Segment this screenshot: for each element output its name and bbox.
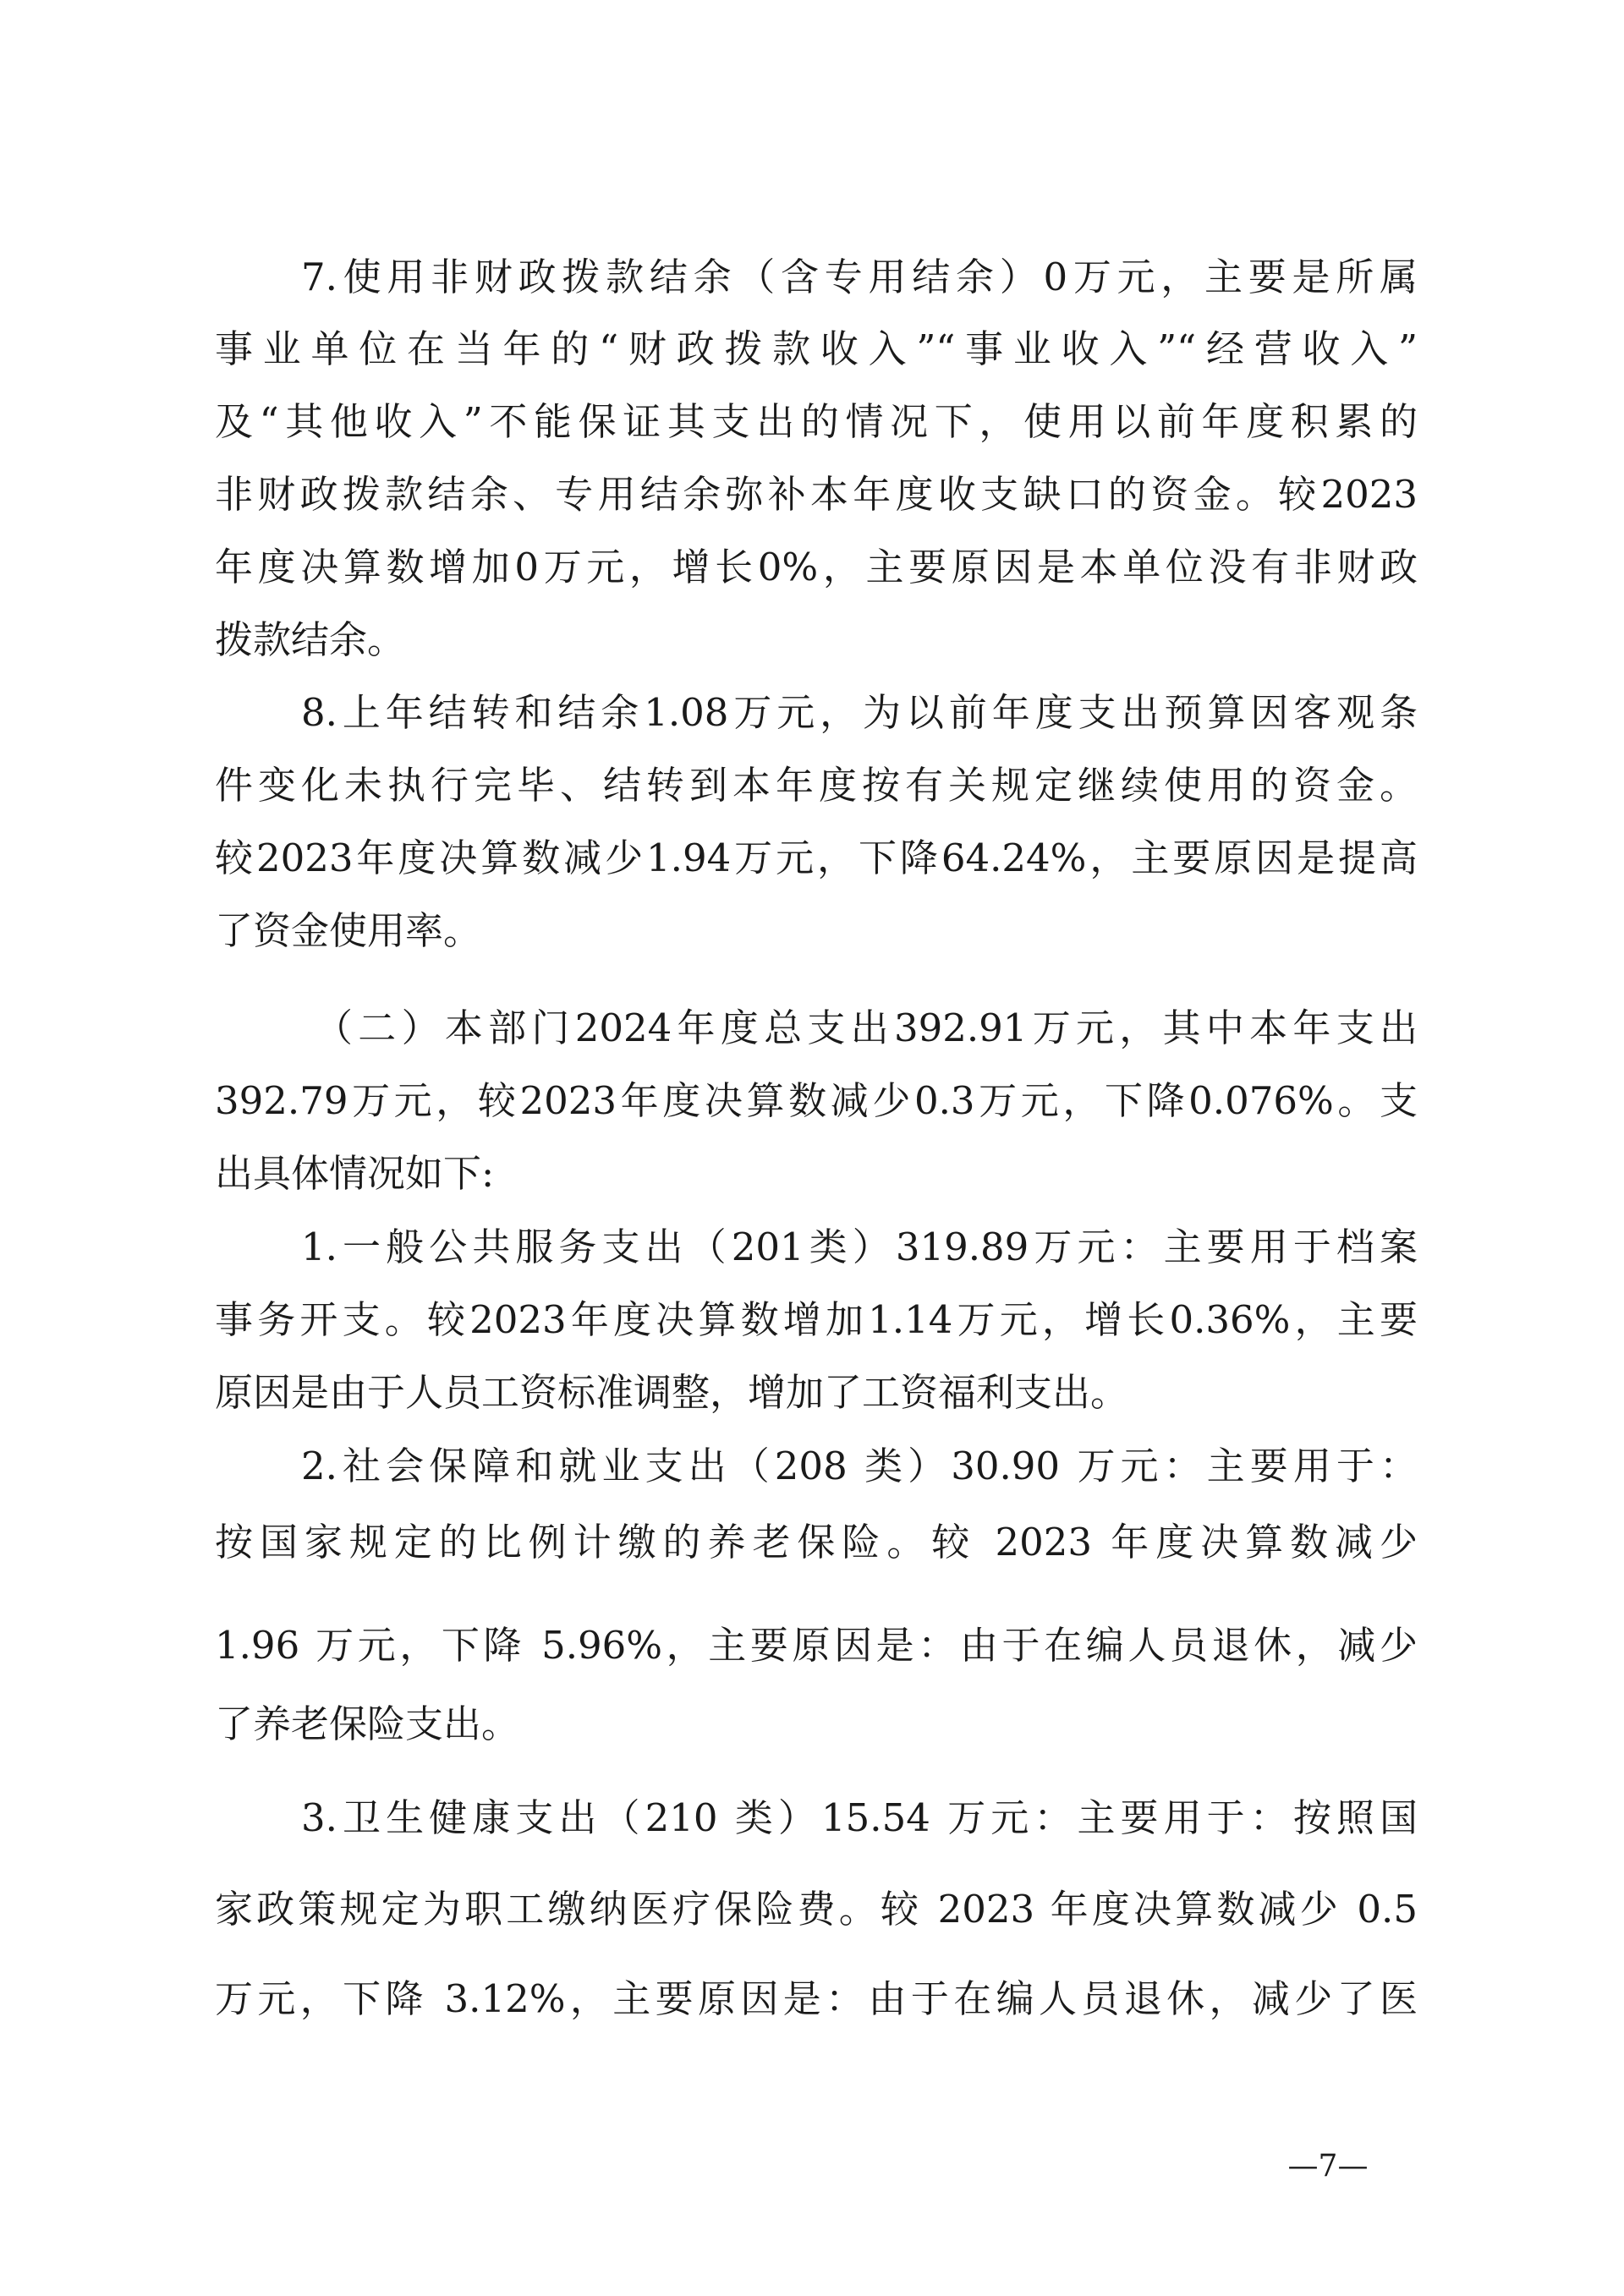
item-3-line-3: 万元，下降 3.12%，主要原因是：由于在编人员退休，减少了医 — [215, 1976, 1418, 2021]
total-expenditure-line-1: （二）本部门2024年度总支出392.91万元，其中本年支出 — [315, 1006, 1418, 1050]
paragraph-7-line-3: 及“其他收入”不能保证其支出的情况下，使用以前年度积累的 — [215, 399, 1418, 444]
page-number: —7— — [1287, 2149, 1369, 2184]
paragraph-8-line-1: 8.上年结转和结余1.08万元，为以前年度支出预算因客观条 — [301, 690, 1418, 735]
item-3-line-2: 家政策规定为职工缴纳医疗保险费。较 2023 年度决算数减少 0.5 — [215, 1887, 1418, 1932]
item-2-line-3: 1.96 万元，下降 5.96%，主要原因是：由于在编人员退休，减少 — [215, 1623, 1418, 1668]
paragraph-7-line-6: 拨款结余。 — [215, 617, 406, 662]
paragraph-8-line-4: 了资金使用率。 — [215, 908, 482, 953]
item-1-line-1: 1.一般公共服务支出（201类）319.89万元：主要用于档案 — [301, 1225, 1418, 1269]
item-2-line-4: 了养老保险支出。 — [215, 1701, 520, 1746]
paragraph-7-line-4: 非财政拨款结余、专用结余弥补本年度收支缺口的资金。较2023 — [215, 472, 1418, 517]
item-1-line-2: 事务开支。较2023年度决算数增加1.14万元，增长0.36%，主要 — [215, 1297, 1418, 1342]
total-expenditure-line-2: 392.79万元，较2023年度决算数减少0.3万元，下降0.076%。支 — [215, 1078, 1418, 1123]
paragraph-8-line-3: 较2023年度决算数减少1.94万元，下降64.24%，主要原因是提高 — [215, 836, 1418, 880]
paragraph-7-line-2: 事业单位在当年的“财政拨款收入”“事业收入”“经营收入” — [215, 326, 1418, 371]
item-1-line-3: 原因是由于人员工资标准调整，增加了工资福利支出。 — [215, 1370, 1129, 1415]
paragraph-7-line-5: 年度决算数增加0万元，增长0%，主要原因是本单位没有非财政 — [215, 545, 1418, 589]
item-2-line-1: 2.社会保障和就业支出（208 类）30.90 万元：主要用于： — [301, 1444, 1418, 1488]
item-2-line-2: 按国家规定的比例计缴的养老保险。较 2023 年度决算数减少 — [215, 1520, 1418, 1564]
paragraph-7-line-1: 7.使用非财政拨款结余（含专用结余）0万元，主要是所属 — [301, 255, 1418, 299]
paragraph-8-line-2: 件变化未执行完毕、结转到本年度按有关规定继续使用的资金。 — [215, 763, 1418, 808]
item-3-line-1: 3.卫生健康支出（210 类）15.54 万元：主要用于：按照国 — [301, 1795, 1418, 1840]
total-expenditure-line-3: 出具体情况如下: — [215, 1151, 495, 1196]
